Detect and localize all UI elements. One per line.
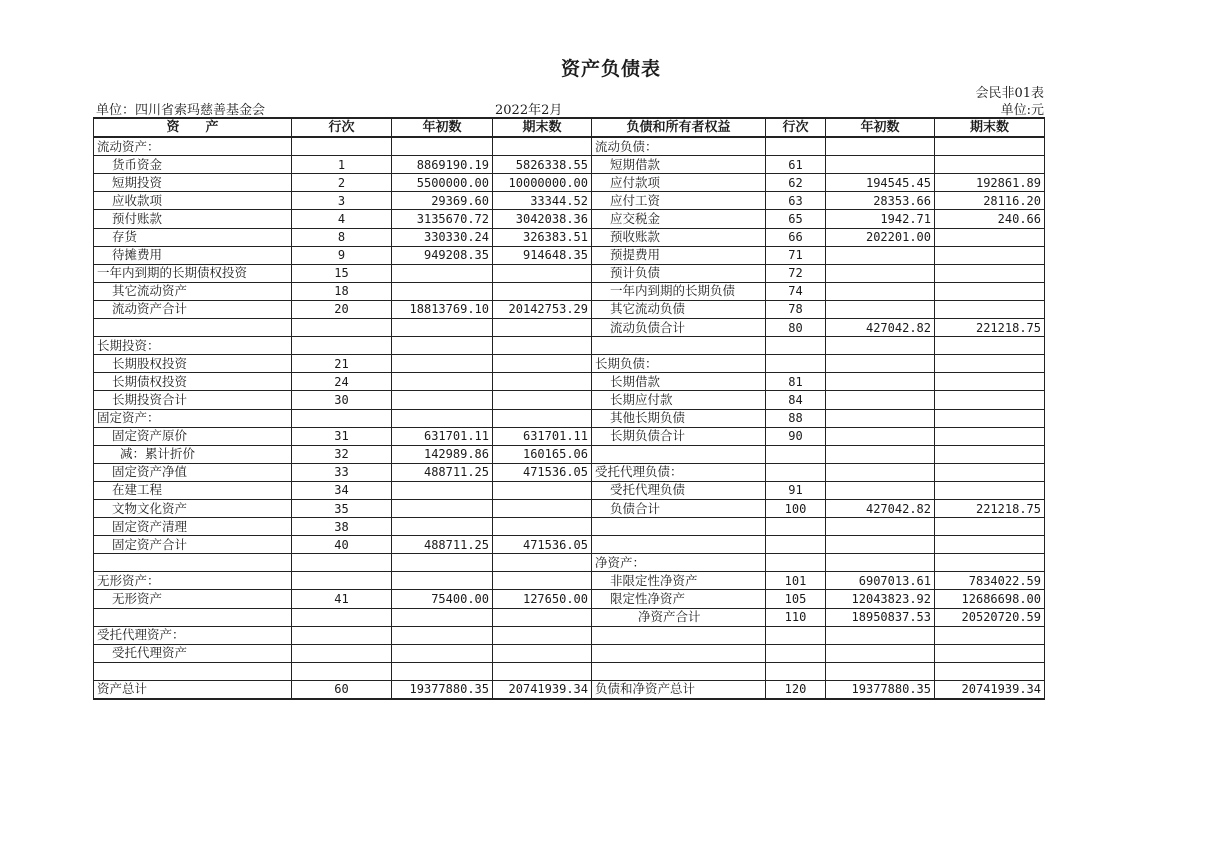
asset-ending-value: 127650.00	[493, 590, 592, 608]
asset-beginning-value	[392, 137, 493, 156]
liability-item: 非限定性净资产	[592, 572, 766, 590]
asset-ending-value: 160165.06	[493, 445, 592, 463]
liability-ending-value: 192861.89	[935, 174, 1045, 192]
asset-beginning-value: 949208.35	[392, 246, 493, 264]
table-row	[94, 156, 1045, 174]
asset-line-no	[292, 662, 392, 680]
liability-line-no: 120	[766, 680, 826, 699]
liability-line-no	[766, 644, 826, 662]
col-header-line-no-right: 行次	[766, 118, 826, 137]
liability-line-no: 84	[766, 391, 826, 409]
liability-beginning-value	[826, 481, 935, 499]
table-row	[94, 174, 1045, 192]
liability-ending-value	[935, 554, 1045, 572]
liability-line-no: 101	[766, 572, 826, 590]
liability-ending-value	[935, 246, 1045, 264]
asset-beginning-value	[392, 644, 493, 662]
liability-line-no	[766, 554, 826, 572]
asset-ending-value: 10000000.00	[493, 174, 592, 192]
liability-ending-value: 20741939.34	[935, 680, 1045, 699]
liability-beginning-value	[826, 282, 935, 300]
table-row	[94, 644, 1045, 662]
asset-ending-value	[493, 282, 592, 300]
table-row	[94, 300, 1045, 318]
table-row	[94, 337, 1045, 355]
asset-item: 应收款项	[94, 192, 292, 210]
liability-item: 限定性净资产	[592, 590, 766, 608]
asset-beginning-value: 488711.25	[392, 536, 493, 554]
liability-item	[592, 445, 766, 463]
asset-line-no: 8	[292, 228, 392, 246]
asset-line-no: 15	[292, 264, 392, 282]
liability-line-no: 88	[766, 409, 826, 427]
table-row	[94, 463, 1045, 481]
liability-beginning-value	[826, 264, 935, 282]
liability-beginning-value	[826, 427, 935, 445]
asset-item	[94, 608, 292, 626]
liability-beginning-value	[826, 554, 935, 572]
asset-ending-value	[493, 355, 592, 373]
liability-line-no: 78	[766, 300, 826, 318]
liability-item: 长期借款	[592, 373, 766, 391]
asset-ending-value: 20142753.29	[493, 300, 592, 318]
liability-line-no: 100	[766, 499, 826, 517]
asset-beginning-value	[392, 319, 493, 337]
liability-line-no: 105	[766, 590, 826, 608]
col-header-liabilities-equity: 负债和所有者权益	[592, 118, 766, 137]
liability-line-no: 62	[766, 174, 826, 192]
table-row	[94, 680, 1045, 699]
table-row	[94, 228, 1045, 246]
liability-beginning-value	[826, 518, 935, 536]
liability-beginning-value: 1942.71	[826, 210, 935, 228]
liability-ending-value	[935, 445, 1045, 463]
asset-line-no: 33	[292, 463, 392, 481]
asset-beginning-value: 142989.86	[392, 445, 493, 463]
asset-item: 无形资产：	[94, 572, 292, 590]
liability-ending-value	[935, 463, 1045, 481]
asset-line-no: 41	[292, 590, 392, 608]
table-row	[94, 319, 1045, 337]
asset-item: 固定资产原价	[94, 427, 292, 445]
asset-item: 固定资产：	[94, 409, 292, 427]
asset-ending-value: 326383.51	[493, 228, 592, 246]
asset-line-no: 60	[292, 680, 392, 699]
asset-ending-value	[493, 626, 592, 644]
asset-item: 固定资产清理	[94, 518, 292, 536]
asset-ending-value	[493, 481, 592, 499]
asset-ending-value	[493, 319, 592, 337]
liability-item: 负债合计	[592, 499, 766, 517]
asset-line-no: 21	[292, 355, 392, 373]
liability-item	[592, 518, 766, 536]
liability-line-no: 72	[766, 264, 826, 282]
asset-beginning-value	[392, 518, 493, 536]
liability-line-no: 74	[766, 282, 826, 300]
liability-line-no	[766, 445, 826, 463]
asset-beginning-value	[392, 608, 493, 626]
liability-item: 一年内到期的长期负债	[592, 282, 766, 300]
asset-ending-value	[493, 264, 592, 282]
liability-line-no: 65	[766, 210, 826, 228]
liability-beginning-value: 28353.66	[826, 192, 935, 210]
table-row	[94, 409, 1045, 427]
table-row	[94, 554, 1045, 572]
asset-line-no: 18	[292, 282, 392, 300]
asset-beginning-value: 8869190.19	[392, 156, 493, 174]
liability-ending-value: 240.66	[935, 210, 1045, 228]
asset-item	[94, 319, 292, 337]
table-row	[94, 518, 1045, 536]
liability-line-no: 71	[766, 246, 826, 264]
table-row	[94, 499, 1045, 517]
asset-line-no: 34	[292, 481, 392, 499]
asset-beginning-value	[392, 626, 493, 644]
asset-beginning-value	[392, 355, 493, 373]
table-row	[94, 608, 1045, 626]
asset-item: 在建工程	[94, 481, 292, 499]
table-row	[94, 264, 1045, 282]
asset-item: 其它流动资产	[94, 282, 292, 300]
asset-ending-value	[493, 137, 592, 156]
asset-item: 预付账款	[94, 210, 292, 228]
asset-beginning-value: 75400.00	[392, 590, 493, 608]
table-row	[94, 210, 1045, 228]
liability-beginning-value: 18950837.53	[826, 608, 935, 626]
liability-beginning-value	[826, 463, 935, 481]
liability-item: 长期应付款	[592, 391, 766, 409]
asset-line-no: 31	[292, 427, 392, 445]
asset-item: 长期投资合计	[94, 391, 292, 409]
liability-beginning-value: 6907013.61	[826, 572, 935, 590]
col-header-assets: 资 产	[94, 118, 292, 137]
liability-beginning-value	[826, 391, 935, 409]
asset-beginning-value	[392, 391, 493, 409]
liability-beginning-value	[826, 355, 935, 373]
asset-beginning-value: 19377880.35	[392, 680, 493, 699]
asset-item: 减：累计折价	[94, 445, 292, 463]
asset-line-no	[292, 409, 392, 427]
liability-beginning-value	[826, 409, 935, 427]
asset-beginning-value	[392, 662, 493, 680]
asset-line-no: 2	[292, 174, 392, 192]
liability-item: 净资产合计	[592, 608, 766, 626]
asset-line-no: 1	[292, 156, 392, 174]
asset-line-no: 35	[292, 499, 392, 517]
asset-ending-value	[493, 373, 592, 391]
asset-item: 文物文化资产	[94, 499, 292, 517]
reporting-period: 2022年2月	[495, 103, 563, 118]
liability-item: 负债和净资产总计	[592, 680, 766, 699]
liability-ending-value	[935, 228, 1045, 246]
liability-line-no: 81	[766, 373, 826, 391]
liability-ending-value	[935, 536, 1045, 554]
table-row	[94, 626, 1045, 644]
asset-beginning-value	[392, 282, 493, 300]
asset-item: 受托代理资产：	[94, 626, 292, 644]
asset-beginning-value	[392, 572, 493, 590]
asset-ending-value	[493, 572, 592, 590]
form-code: 会民非01表	[975, 86, 1044, 101]
liability-item: 其它流动负债	[592, 300, 766, 318]
col-header-ending-balance: 期末数	[493, 118, 592, 137]
liability-item	[592, 626, 766, 644]
liability-item: 应交税金	[592, 210, 766, 228]
liability-item: 受托代理负债	[592, 481, 766, 499]
report-title: 资产负债表	[560, 58, 661, 80]
liability-ending-value	[935, 282, 1045, 300]
liability-line-no	[766, 337, 826, 355]
liability-beginning-value	[826, 536, 935, 554]
asset-beginning-value: 3135670.72	[392, 210, 493, 228]
asset-beginning-value: 5500000.00	[392, 174, 493, 192]
liability-line-no	[766, 518, 826, 536]
table-row	[94, 481, 1045, 499]
liability-beginning-value	[826, 644, 935, 662]
liability-ending-value	[935, 662, 1045, 680]
table-row	[94, 391, 1045, 409]
asset-ending-value	[493, 391, 592, 409]
asset-item: 长期债权投资	[94, 373, 292, 391]
asset-beginning-value: 488711.25	[392, 463, 493, 481]
asset-line-no: 30	[292, 391, 392, 409]
liability-beginning-value: 194545.45	[826, 174, 935, 192]
col-header-beginning-balance: 年初数	[392, 118, 493, 137]
asset-line-no	[292, 319, 392, 337]
asset-ending-value	[493, 554, 592, 572]
liability-ending-value: 28116.20	[935, 192, 1045, 210]
liability-ending-value	[935, 644, 1045, 662]
liability-ending-value	[935, 427, 1045, 445]
asset-line-no	[292, 608, 392, 626]
liability-line-no	[766, 355, 826, 373]
asset-line-no	[292, 137, 392, 156]
liability-beginning-value	[826, 337, 935, 355]
currency-unit: 单位:元	[1000, 103, 1044, 118]
asset-line-no: 9	[292, 246, 392, 264]
liability-item: 预计负债	[592, 264, 766, 282]
liability-ending-value	[935, 391, 1045, 409]
table-row	[94, 282, 1045, 300]
liability-beginning-value	[826, 373, 935, 391]
liability-item: 预收账款	[592, 228, 766, 246]
asset-ending-value	[493, 499, 592, 517]
asset-beginning-value	[392, 337, 493, 355]
asset-line-no	[292, 644, 392, 662]
liability-beginning-value: 427042.82	[826, 499, 935, 517]
liability-item: 其他长期负债	[592, 409, 766, 427]
col-header-ending-balance-right: 期末数	[935, 118, 1045, 137]
liability-item: 短期借款	[592, 156, 766, 174]
liability-item	[592, 337, 766, 355]
liability-ending-value: 221218.75	[935, 499, 1045, 517]
liability-ending-value	[935, 337, 1045, 355]
table-row	[94, 427, 1045, 445]
liability-beginning-value	[826, 445, 935, 463]
asset-ending-value: 3042038.36	[493, 210, 592, 228]
asset-line-no: 38	[292, 518, 392, 536]
liability-item: 应付工资	[592, 192, 766, 210]
asset-beginning-value: 18813769.10	[392, 300, 493, 318]
liability-item: 预提费用	[592, 246, 766, 264]
asset-ending-value	[493, 337, 592, 355]
liability-beginning-value: 12043823.92	[826, 590, 935, 608]
asset-ending-value: 914648.35	[493, 246, 592, 264]
asset-item: 流动资产：	[94, 137, 292, 156]
liability-line-no: 90	[766, 427, 826, 445]
liability-beginning-value: 202201.00	[826, 228, 935, 246]
asset-beginning-value	[392, 409, 493, 427]
asset-beginning-value	[392, 481, 493, 499]
liability-ending-value	[935, 300, 1045, 318]
liability-item: 净资产：	[592, 554, 766, 572]
table-row	[94, 572, 1045, 590]
asset-line-no	[292, 572, 392, 590]
liability-beginning-value	[826, 156, 935, 174]
asset-item: 存货	[94, 228, 292, 246]
asset-ending-value: 20741939.34	[493, 680, 592, 699]
liability-beginning-value	[826, 137, 935, 156]
liability-ending-value	[935, 409, 1045, 427]
asset-line-no	[292, 337, 392, 355]
asset-ending-value	[493, 662, 592, 680]
asset-item: 一年内到期的长期债权投资	[94, 264, 292, 282]
asset-item: 待摊费用	[94, 246, 292, 264]
asset-line-no: 4	[292, 210, 392, 228]
liability-ending-value	[935, 518, 1045, 536]
asset-beginning-value	[392, 499, 493, 517]
asset-beginning-value	[392, 554, 493, 572]
table-row	[94, 536, 1045, 554]
liability-ending-value	[935, 264, 1045, 282]
asset-ending-value: 5826338.55	[493, 156, 592, 174]
liability-item: 应付款项	[592, 174, 766, 192]
asset-beginning-value: 29369.60	[392, 192, 493, 210]
asset-line-no: 24	[292, 373, 392, 391]
asset-line-no	[292, 554, 392, 572]
asset-ending-value	[493, 409, 592, 427]
table-row	[94, 246, 1045, 264]
liability-ending-value: 20520720.59	[935, 608, 1045, 626]
asset-item	[94, 662, 292, 680]
liability-ending-value	[935, 137, 1045, 156]
asset-beginning-value	[392, 373, 493, 391]
liability-ending-value	[935, 373, 1045, 391]
asset-line-no	[292, 626, 392, 644]
asset-line-no: 40	[292, 536, 392, 554]
col-header-line-no: 行次	[292, 118, 392, 137]
liability-line-no	[766, 137, 826, 156]
liability-ending-value: 221218.75	[935, 319, 1045, 337]
liability-item	[592, 644, 766, 662]
col-header-beginning-balance-right: 年初数	[826, 118, 935, 137]
liability-ending-value: 7834022.59	[935, 572, 1045, 590]
asset-ending-value: 33344.52	[493, 192, 592, 210]
asset-line-no: 32	[292, 445, 392, 463]
asset-ending-value	[493, 644, 592, 662]
liability-ending-value	[935, 355, 1045, 373]
liability-beginning-value	[826, 626, 935, 644]
liability-line-no: 80	[766, 319, 826, 337]
liability-beginning-value	[826, 662, 935, 680]
liability-beginning-value: 19377880.35	[826, 680, 935, 699]
table-row	[94, 192, 1045, 210]
table-row	[94, 662, 1045, 680]
liability-line-no	[766, 626, 826, 644]
asset-item: 资产总计	[94, 680, 292, 699]
liability-line-no: 63	[766, 192, 826, 210]
asset-item: 固定资产合计	[94, 536, 292, 554]
table-row	[94, 445, 1045, 463]
liability-line-no: 66	[766, 228, 826, 246]
asset-item: 货币资金	[94, 156, 292, 174]
liability-ending-value	[935, 481, 1045, 499]
asset-item: 流动资产合计	[94, 300, 292, 318]
asset-item: 长期股权投资	[94, 355, 292, 373]
asset-beginning-value: 330330.24	[392, 228, 493, 246]
asset-line-no: 3	[292, 192, 392, 210]
liability-item: 长期负债合计	[592, 427, 766, 445]
asset-beginning-value: 631701.11	[392, 427, 493, 445]
asset-item: 无形资产	[94, 590, 292, 608]
table-row	[94, 137, 1045, 156]
asset-item: 长期投资：	[94, 337, 292, 355]
asset-beginning-value	[392, 264, 493, 282]
liability-line-no	[766, 463, 826, 481]
asset-line-no: 20	[292, 300, 392, 318]
asset-ending-value	[493, 518, 592, 536]
liability-ending-value: 12686698.00	[935, 590, 1045, 608]
asset-item: 受托代理资产	[94, 644, 292, 662]
table-row	[94, 373, 1045, 391]
liability-item	[592, 536, 766, 554]
table-body	[94, 137, 1045, 699]
asset-ending-value: 631701.11	[493, 427, 592, 445]
liability-item: 长期负债：	[592, 355, 766, 373]
liability-ending-value	[935, 626, 1045, 644]
liability-beginning-value: 427042.82	[826, 319, 935, 337]
liability-line-no: 91	[766, 481, 826, 499]
table-header-row	[94, 118, 1045, 137]
liability-item: 流动负债合计	[592, 319, 766, 337]
liability-ending-value	[935, 156, 1045, 174]
reporting-organization: 单位：四川省索玛慈善基金会	[96, 103, 266, 118]
asset-item	[94, 554, 292, 572]
liability-line-no: 110	[766, 608, 826, 626]
liability-line-no: 61	[766, 156, 826, 174]
balance-sheet-table	[93, 117, 1045, 700]
asset-item: 短期投资	[94, 174, 292, 192]
liability-line-no	[766, 536, 826, 554]
liability-line-no	[766, 662, 826, 680]
liability-beginning-value	[826, 246, 935, 264]
asset-ending-value: 471536.05	[493, 536, 592, 554]
asset-ending-value	[493, 608, 592, 626]
table-row	[94, 355, 1045, 373]
liability-item: 受托代理负债：	[592, 463, 766, 481]
asset-item: 固定资产净值	[94, 463, 292, 481]
liability-beginning-value	[826, 300, 935, 318]
asset-ending-value: 471536.05	[493, 463, 592, 481]
liability-item	[592, 662, 766, 680]
liability-item: 流动负债：	[592, 137, 766, 156]
table-row	[94, 590, 1045, 608]
